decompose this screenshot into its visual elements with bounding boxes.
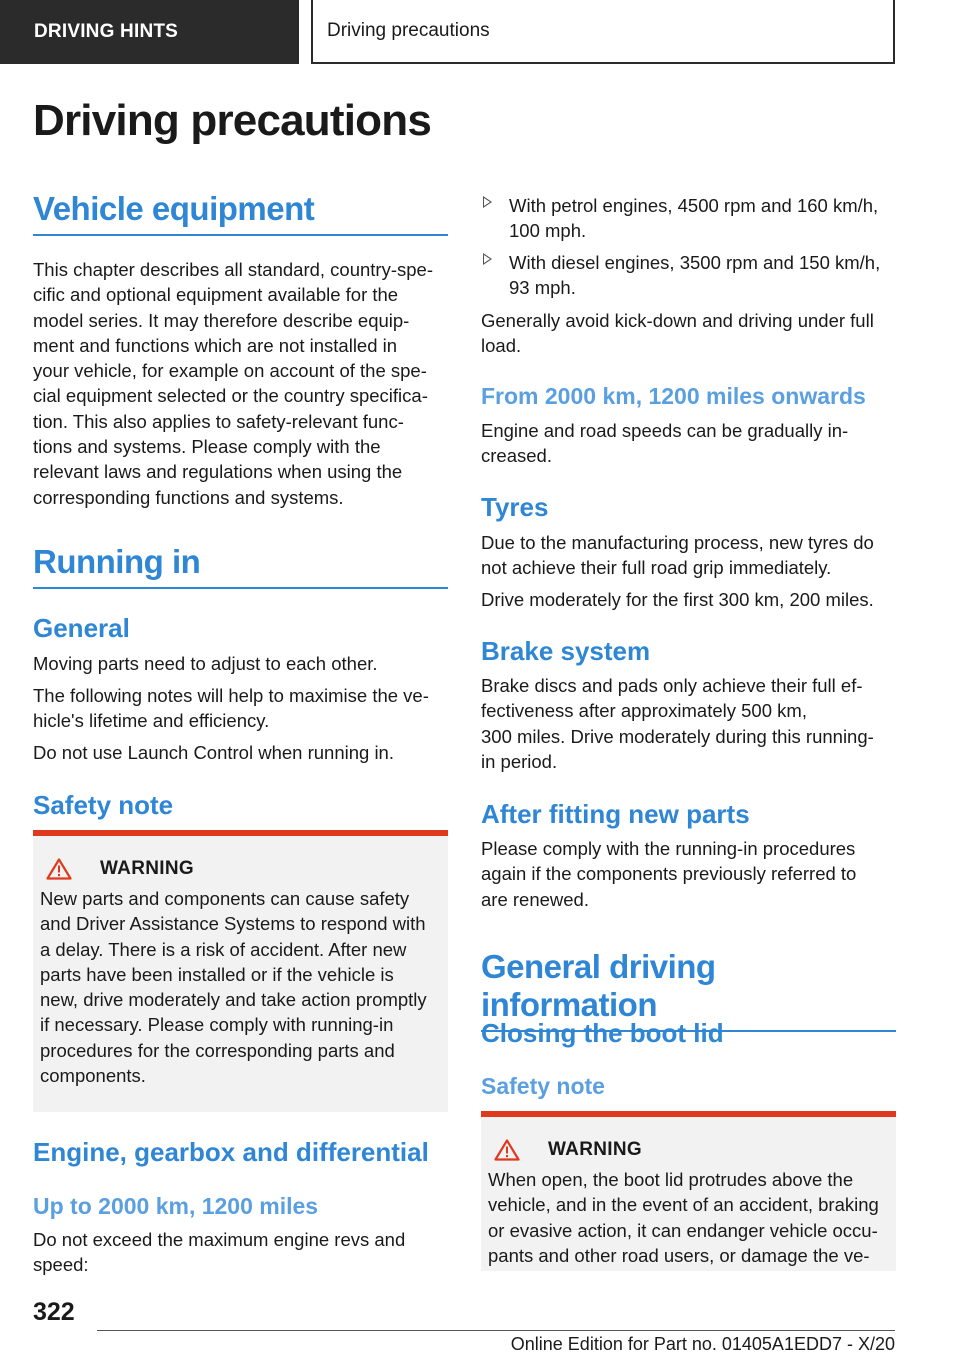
- heading-safety-note: Safety note: [33, 790, 174, 820]
- heading-from-2000: From 2000 km, 1200 miles onwards: [481, 383, 866, 409]
- page-title: Driving precautions: [33, 96, 431, 145]
- vehicle-equipment-text: This chapter describes all standard, country-spe- cific and optional equipment available for the model series. It may therefore describe equip- ment and functions which are not installed in your vehicle, for example on account of the spe- cial equipment selected or the country specifica- tion. This also applies to safety-relevant func- tions and systems. Please comply with the relevant laws and regulations when using the corresponding functions and systems.: [33, 259, 433, 508]
- warning-triangle-icon: [46, 858, 72, 880]
- heading-vehicle-equipment: Vehicle equipment: [33, 190, 448, 236]
- bullet-text-diesel: With diesel engines, 3500 rpm and 150 km/h, 93 mph.: [509, 252, 881, 299]
- section-tab: DRIVING HINTS: [0, 0, 299, 64]
- up-to-2000-text: Do not exceed the maximum engine revs and speed:: [33, 1229, 406, 1276]
- header-title: Driving precautions: [311, 0, 895, 64]
- heading-brake-system: Brake system: [481, 636, 651, 666]
- brake-system-text: Brake discs and pads only achieve their full ef- fectiveness after approximately 500 km, 300 miles. Drive moderately during this running- in period.: [481, 675, 874, 772]
- list-item: [481, 193, 899, 244]
- warning-header: [46, 858, 440, 880]
- footer-edition: Online Edition for Part no. 01405A1EDD7 - X/20: [510, 1334, 895, 1354]
- heading-tyres: Tyres: [481, 492, 549, 522]
- warning-triangle-icon: [494, 1139, 520, 1161]
- bullet-text-petrol: With petrol engines, 4500 rpm and 160 km/h, 100 mph.: [509, 195, 879, 242]
- heading-running-in: Running in: [33, 543, 448, 589]
- warning-box-running-in: [33, 830, 448, 1112]
- footer-divider: [97, 1330, 895, 1331]
- tyres-text-2: Drive moderately for the first 300 km, 200 miles.: [481, 589, 874, 610]
- heading-engine-gearbox: Engine, gearbox and differential: [33, 1137, 429, 1167]
- heading-general: General: [33, 613, 130, 643]
- warning-box-boot-lid: [481, 1111, 896, 1271]
- tyres-text-1: Due to the manufacturing process, new tyres do not achieve their full road grip immediately.: [481, 532, 874, 579]
- general-text-3: Do not use Launch Control when running in.: [33, 742, 394, 763]
- list-item: [481, 250, 899, 301]
- warning-text: New parts and components can cause safety and Driver Assistance Systems to respond with a delay. There is a risk of accident. After new parts have been installed or if the vehicle is new, drive moderately and take action promptly if necessary. Please comply with running-in procedures for the corresponding parts and components.: [40, 888, 427, 1087]
- general-text-1: Moving parts need to adjust to each other.: [33, 653, 378, 674]
- avoid-kickdown-text: Generally avoid kick-down and driving under full load.: [481, 310, 874, 357]
- page-number: 322: [33, 1298, 75, 1326]
- from-2000-text: Engine and road speeds can be gradually in- creased.: [481, 420, 849, 467]
- warning-title: WARNING: [548, 1139, 642, 1160]
- warning-header: [494, 1139, 888, 1161]
- bullet-triangle-icon: [483, 196, 492, 208]
- bullet-triangle-icon: [483, 253, 492, 265]
- heading-closing-boot-lid: Closing the boot lid: [481, 1018, 724, 1048]
- heading-safety-note-boot: Safety note: [481, 1073, 605, 1099]
- warning-text: When open, the boot lid protrudes above the vehicle, and in the event of an accident, braking or evasive action, it can endanger vehicle occu- pants and other road users, or damage the ve-: [488, 1169, 879, 1266]
- heading-up-to-2000: Up to 2000 km, 1200 miles: [33, 1193, 319, 1219]
- heading-general-driving: General driving information: [481, 948, 896, 1032]
- after-fitting-text: Please comply with the running-in procedures again if the components previously referred to are renewed.: [481, 838, 857, 910]
- general-text-2: The following notes will help to maximise the ve- hicle's lifetime and efficiency.: [33, 685, 429, 732]
- warning-title: WARNING: [100, 858, 194, 879]
- heading-after-fitting: After fitting new parts: [481, 799, 750, 829]
